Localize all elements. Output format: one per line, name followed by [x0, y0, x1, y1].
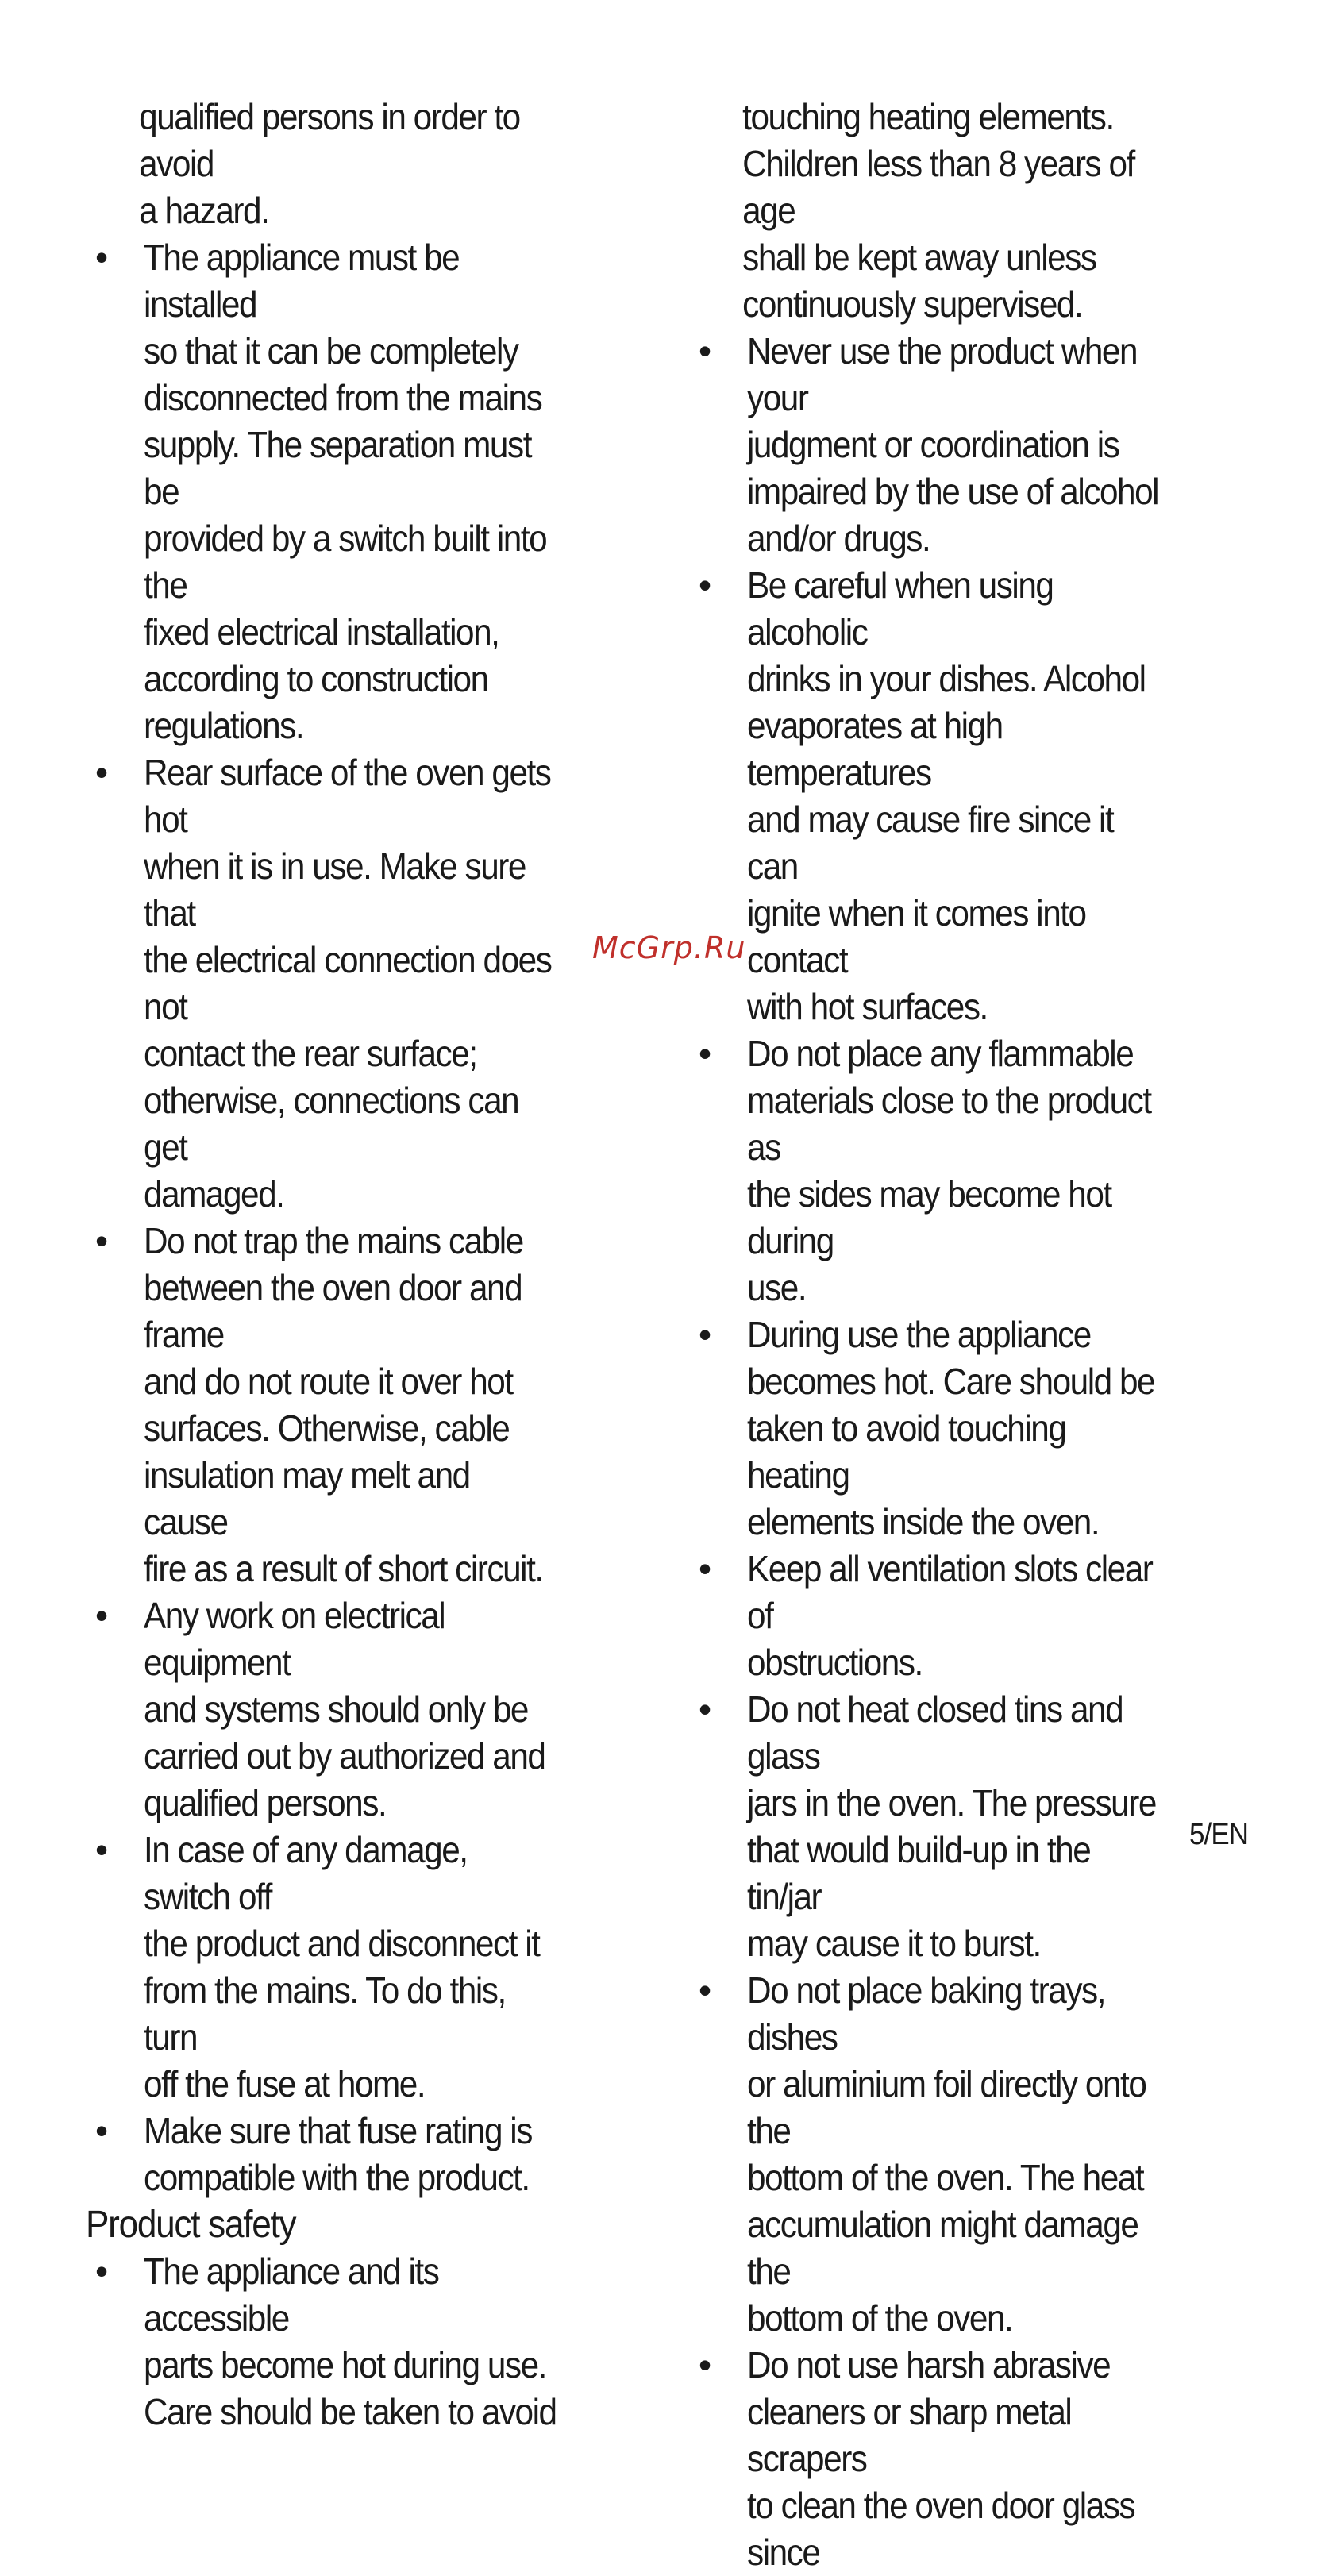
list-item — [689, 1311, 1197, 1546]
list-item — [689, 328, 1197, 562]
list-item — [86, 2108, 594, 2201]
list-item-text: Be careful when using alcoholic drinks in your dishes. Alcohol evaporates at high temperatures and may cause fire since it can ignite when it comes into contact with hot surfaces. — [747, 564, 1146, 1027]
list-item-text: Do not place baking trays, dishes or aluminium foil directly onto the bottom of the oven. The heat accumulation might damage the bottom of the oven. — [747, 1970, 1146, 2339]
bullet-icon: • — [698, 1314, 712, 1355]
bullet-icon: • — [94, 2110, 109, 2151]
list-item — [86, 749, 594, 1218]
bullet-icon: • — [94, 1595, 109, 1636]
list-item — [689, 1967, 1197, 2342]
bullet-icon: • — [698, 330, 712, 372]
list-item — [86, 1592, 594, 1827]
bullet-icon: • — [94, 2251, 109, 2292]
bullet-icon: • — [94, 237, 109, 278]
section-heading: Product safety — [86, 2204, 296, 2246]
list-item-text: Never use the product when your judgment or coordination is impaired by the use of alcohol and/or drugs. — [747, 330, 1159, 559]
list-item — [86, 1827, 594, 2108]
list-item-text: Do not use harsh abrasive cleaners or sharp metal scrapers to clean the oven door glass since — [747, 2344, 1135, 2573]
right-column — [689, 94, 1197, 2576]
list-item-text: Keep all ventilation slots clear of obstructions. — [747, 1548, 1153, 1683]
list-item — [689, 1686, 1197, 1967]
bullet-icon: • — [698, 1548, 712, 1589]
right-continuation-text: touching heating elements. Children less than 8 years of age shall be kept away unless continuously supervised. — [742, 96, 1134, 325]
list-item — [689, 562, 1197, 1030]
list-item-text: Rear surface of the oven gets hot when it is in use. Make sure that the electrical connection does not contact the rear surface; otherwise, connections can get damaged. — [144, 752, 552, 1215]
left-column — [86, 94, 594, 2435]
list-item-text: The appliance and its accessible parts become hot during use. Care should be taken to avoid — [144, 2251, 557, 2432]
bullet-icon: • — [698, 1688, 712, 1730]
list-item-text: Make sure that fuse rating is compatible with the product. — [144, 2110, 532, 2198]
list-item — [86, 2248, 594, 2435]
list-item-text: Any work on electrical equipment and systems should only be carried out by authorized and qualified persons. — [144, 1595, 545, 1823]
bullet-icon: • — [94, 752, 109, 793]
list-item — [86, 1218, 594, 1592]
list-item-text: The appliance must be installed so that it can be completely disconnected from the mains supply. The separation must be provided by a switch built into the fixed electrical installation, according to construction regulations. — [144, 237, 547, 746]
left-continuation-text: qualified persons in order to avoid a hazard. — [139, 96, 520, 231]
page-number: 5/EN — [1189, 1818, 1249, 1851]
list-item-text: Do not trap the mains cable between the oven door and frame and do not route it over hot surfaces. Otherwise, cable insulation may melt and cause fire as a result of short circuit. — [144, 1220, 543, 1589]
list-item-text: Do not heat closed tins and glass jars in the oven. The pressure that would build-up in the tin/jar may cause it to burst. — [747, 1688, 1156, 1964]
bullet-icon: • — [94, 1220, 109, 1261]
list-item-text: Do not place any flammable materials close to the product as the sides may become hot during use. — [747, 1033, 1151, 1308]
bullet-icon: • — [698, 1970, 712, 2011]
bullet-icon: • — [698, 564, 712, 606]
list-item-text: During use the appliance becomes hot. Care should be taken to avoid touching heating elements inside the oven. — [747, 1314, 1155, 1542]
list-item-text: In case of any damage, switch off the product and disconnect it from the mains. To do this, turn off the fuse at home. — [144, 1829, 540, 2104]
list-item — [689, 1030, 1197, 1311]
bullet-icon: • — [698, 1033, 712, 1074]
list-item — [689, 1546, 1197, 1686]
list-item — [86, 234, 594, 749]
list-item — [689, 2342, 1197, 2576]
watermark: McGrp.Ru — [592, 930, 746, 965]
bullet-icon: • — [698, 2344, 712, 2385]
bullet-icon: • — [94, 1829, 109, 1870]
